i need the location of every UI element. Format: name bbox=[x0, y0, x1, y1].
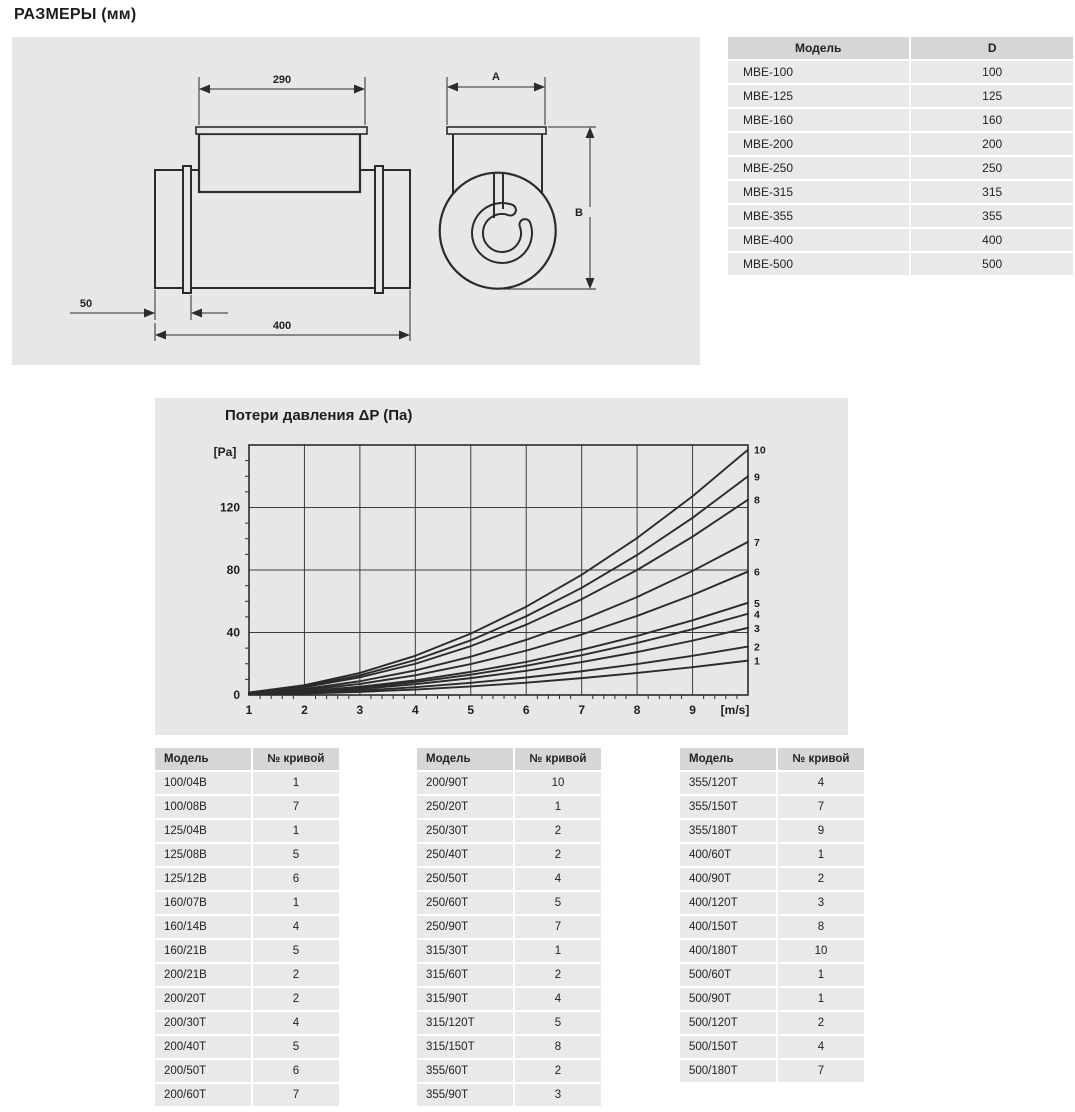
value-cell: 5 bbox=[253, 940, 339, 962]
table-row bbox=[728, 205, 1073, 227]
y-tick-label: 0 bbox=[233, 688, 240, 702]
value-cell: 1 bbox=[778, 964, 864, 986]
right-flange bbox=[375, 166, 383, 293]
value-cell: 5 bbox=[515, 892, 601, 914]
model-cell: 125/04В bbox=[155, 820, 251, 842]
column-header: Модель bbox=[155, 748, 251, 770]
model-cell: 355/60Т bbox=[417, 1060, 513, 1082]
model-cell: 500/150Т bbox=[680, 1036, 776, 1058]
dim-a-label: A bbox=[492, 71, 500, 83]
table-row bbox=[417, 844, 601, 866]
dim-b-label: B bbox=[575, 207, 583, 219]
value-cell: 7 bbox=[515, 916, 601, 938]
table-row bbox=[728, 157, 1073, 179]
model-cell: МВЕ-400 bbox=[728, 229, 909, 251]
model-cell: 160/14В bbox=[155, 916, 251, 938]
table-row bbox=[680, 820, 864, 842]
table-row bbox=[728, 85, 1073, 107]
table-row bbox=[680, 1012, 864, 1034]
table-row bbox=[155, 1036, 339, 1058]
model-cell: 250/30Т bbox=[417, 820, 513, 842]
value-cell: 1 bbox=[515, 796, 601, 818]
table-row bbox=[417, 940, 601, 962]
dim-50-label: 50 bbox=[79, 298, 93, 310]
value-cell: 7 bbox=[778, 796, 864, 818]
model-cell: 200/50Т bbox=[155, 1060, 251, 1082]
model-cell: 250/20Т bbox=[417, 796, 513, 818]
x-tick-label: 6 bbox=[522, 703, 530, 717]
model-cell: 400/180Т bbox=[680, 940, 776, 962]
model-cell: 355/150Т bbox=[680, 796, 776, 818]
value-cell: 4 bbox=[515, 988, 601, 1010]
end-box-lid bbox=[447, 127, 546, 134]
model-cell: 160/07В bbox=[155, 892, 251, 914]
y-tick-label: 40 bbox=[226, 625, 240, 640]
terminal-box-lid bbox=[196, 127, 367, 134]
curve-label-5: 5 bbox=[754, 597, 760, 610]
curve-9 bbox=[249, 476, 748, 693]
dim-290-label: 290 bbox=[272, 74, 292, 86]
table-row bbox=[155, 796, 339, 818]
value-cell: 5 bbox=[253, 844, 339, 866]
value-cell: 2 bbox=[253, 988, 339, 1010]
table-row bbox=[417, 796, 601, 818]
x-tick-label: 7 bbox=[578, 703, 586, 717]
page-title: РАЗМЕРЫ (мм) bbox=[14, 6, 137, 23]
value-cell: 1 bbox=[253, 772, 339, 794]
column-header: № кривой bbox=[253, 748, 339, 770]
model-cell: МВЕ-315 bbox=[728, 181, 909, 203]
table-row bbox=[417, 1084, 601, 1106]
x-tick-label: 2 bbox=[301, 703, 308, 717]
value-cell: 1 bbox=[515, 940, 601, 962]
table-row bbox=[728, 181, 1073, 203]
model-cell: МВЕ-125 bbox=[728, 85, 909, 107]
table-row bbox=[680, 892, 864, 914]
x-tick-label: 3 bbox=[356, 703, 364, 717]
value-cell: 315 bbox=[911, 181, 1073, 203]
model-cell: 400/120Т bbox=[680, 892, 776, 914]
model-cell: 355/180Т bbox=[680, 820, 776, 842]
table-row bbox=[155, 892, 339, 914]
table-row bbox=[417, 772, 601, 794]
model-cell: 200/30Т bbox=[155, 1012, 251, 1034]
pressure-loss-chart-panel bbox=[155, 398, 848, 735]
table-row bbox=[417, 868, 601, 890]
model-d-table bbox=[726, 35, 1075, 277]
curve-label-4: 4 bbox=[754, 608, 760, 621]
value-cell: 8 bbox=[515, 1036, 601, 1058]
value-cell: 7 bbox=[253, 1084, 339, 1106]
value-cell: 10 bbox=[515, 772, 601, 794]
value-cell: 3 bbox=[515, 1084, 601, 1106]
model-cell: 400/150Т bbox=[680, 916, 776, 938]
model-cell: 315/90Т bbox=[417, 988, 513, 1010]
value-cell: 6 bbox=[253, 868, 339, 890]
value-cell: 3 bbox=[778, 892, 864, 914]
value-cell: 10 bbox=[778, 940, 864, 962]
table-row bbox=[417, 1012, 601, 1034]
column-header: Модель bbox=[728, 37, 909, 59]
model-cell: 315/60Т bbox=[417, 964, 513, 986]
column-header: Модель bbox=[680, 748, 776, 770]
table-row bbox=[155, 772, 339, 794]
curve-8 bbox=[249, 500, 748, 693]
value-cell: 6 bbox=[253, 1060, 339, 1082]
model-cell: МВЕ-100 bbox=[728, 61, 909, 83]
table-row bbox=[155, 1012, 339, 1034]
value-cell: 2 bbox=[515, 1060, 601, 1082]
left-flange bbox=[183, 166, 191, 293]
table-row bbox=[728, 253, 1073, 275]
column-header: № кривой bbox=[515, 748, 601, 770]
y-tick-label: 120 bbox=[219, 500, 240, 515]
model-cell: 250/60Т bbox=[417, 892, 513, 914]
column-header: № кривой bbox=[778, 748, 864, 770]
chart-title: Потери давления ΔP (Па) bbox=[225, 407, 413, 424]
model-cell: МВЕ-355 bbox=[728, 205, 909, 227]
model-cell: МВЕ-250 bbox=[728, 157, 909, 179]
value-cell: 1 bbox=[253, 820, 339, 842]
y-axis-unit-label: [Pa] bbox=[213, 445, 237, 459]
value-cell: 125 bbox=[911, 85, 1073, 107]
value-cell: 2 bbox=[515, 964, 601, 986]
table-row bbox=[728, 133, 1073, 155]
curve-table-2 bbox=[415, 746, 603, 1108]
value-cell: 2 bbox=[253, 964, 339, 986]
curve-label-9: 9 bbox=[754, 471, 760, 484]
model-cell: 125/08В bbox=[155, 844, 251, 866]
model-cell: 500/90Т bbox=[680, 988, 776, 1010]
table-row bbox=[680, 868, 864, 890]
table-row bbox=[417, 1036, 601, 1058]
value-cell: 1 bbox=[253, 892, 339, 914]
table-row bbox=[728, 229, 1073, 251]
model-cell: 400/90Т bbox=[680, 868, 776, 890]
value-cell: 4 bbox=[253, 1012, 339, 1034]
column-header: D bbox=[911, 37, 1073, 59]
table-row bbox=[728, 61, 1073, 83]
model-cell: 500/180Т bbox=[680, 1060, 776, 1082]
value-cell: 4 bbox=[778, 772, 864, 794]
value-cell: 355 bbox=[911, 205, 1073, 227]
table-row bbox=[155, 868, 339, 890]
value-cell: 7 bbox=[778, 1060, 864, 1082]
curve-label-10: 10 bbox=[754, 444, 766, 457]
table-row bbox=[680, 988, 864, 1010]
table-row bbox=[155, 1084, 339, 1106]
curve-label-1: 1 bbox=[754, 655, 760, 668]
table-row bbox=[417, 1060, 601, 1082]
model-cell: 200/40Т bbox=[155, 1036, 251, 1058]
curve-label-7: 7 bbox=[754, 536, 760, 549]
value-cell: 4 bbox=[778, 1036, 864, 1058]
model-cell: 315/120Т bbox=[417, 1012, 513, 1034]
x-tick-label: 8 bbox=[633, 703, 641, 717]
model-cell: 250/50Т bbox=[417, 868, 513, 890]
model-cell: 125/12В bbox=[155, 868, 251, 890]
dimension-drawing-panel bbox=[12, 37, 700, 365]
table-row bbox=[417, 820, 601, 842]
curve-label-8: 8 bbox=[754, 494, 760, 507]
model-cell: 315/30Т bbox=[417, 940, 513, 962]
terminal-box bbox=[199, 134, 360, 192]
x-axis-unit-label: [m/s] bbox=[720, 703, 750, 717]
model-cell: 500/120Т bbox=[680, 1012, 776, 1034]
value-cell: 1 bbox=[778, 988, 864, 1010]
value-cell: 160 bbox=[911, 109, 1073, 131]
curve-10 bbox=[249, 450, 748, 693]
value-cell: 7 bbox=[253, 796, 339, 818]
curve-label-3: 3 bbox=[754, 622, 760, 635]
model-cell: МВЕ-160 bbox=[728, 109, 909, 131]
x-tick-label: 4 bbox=[411, 703, 419, 717]
table-row bbox=[155, 964, 339, 986]
table-row bbox=[155, 940, 339, 962]
table-row bbox=[680, 940, 864, 962]
x-tick-label: 5 bbox=[467, 703, 475, 717]
model-cell: 355/120Т bbox=[680, 772, 776, 794]
duct-circle bbox=[440, 173, 556, 289]
curve-label-6: 6 bbox=[754, 566, 760, 579]
model-cell: 250/90Т bbox=[417, 916, 513, 938]
model-cell: 400/60Т bbox=[680, 844, 776, 866]
value-cell: 200 bbox=[911, 133, 1073, 155]
table-row bbox=[417, 964, 601, 986]
dim-400-label: 400 bbox=[272, 320, 292, 332]
curve-table-3 bbox=[678, 746, 866, 1084]
value-cell: 5 bbox=[253, 1036, 339, 1058]
table-row bbox=[680, 796, 864, 818]
value-cell: 250 bbox=[911, 157, 1073, 179]
curve-table-1 bbox=[153, 746, 341, 1108]
model-cell: 200/90Т bbox=[417, 772, 513, 794]
value-cell: 4 bbox=[515, 868, 601, 890]
table-row bbox=[680, 772, 864, 794]
model-cell: 100/04В bbox=[155, 772, 251, 794]
table-row bbox=[680, 964, 864, 986]
x-tick-label: 1 bbox=[245, 703, 253, 717]
model-cell: 315/150Т bbox=[417, 1036, 513, 1058]
value-cell: 5 bbox=[515, 1012, 601, 1034]
model-cell: 100/08В bbox=[155, 796, 251, 818]
table-row bbox=[155, 844, 339, 866]
column-header: Модель bbox=[417, 748, 513, 770]
value-cell: 2 bbox=[778, 1012, 864, 1034]
table-row bbox=[155, 1060, 339, 1082]
model-cell: 355/90Т bbox=[417, 1084, 513, 1106]
table-row bbox=[417, 988, 601, 1010]
table-row bbox=[680, 1036, 864, 1058]
pressure-loss-chart bbox=[155, 398, 848, 735]
table-row bbox=[680, 916, 864, 938]
table-row bbox=[680, 1060, 864, 1082]
value-cell: 2 bbox=[515, 844, 601, 866]
model-cell: 200/60Т bbox=[155, 1084, 251, 1106]
dimension-drawing bbox=[12, 37, 700, 365]
table-row bbox=[155, 820, 339, 842]
value-cell: 100 bbox=[911, 61, 1073, 83]
value-cell: 400 bbox=[911, 229, 1073, 251]
model-cell: 200/20Т bbox=[155, 988, 251, 1010]
table-row bbox=[417, 916, 601, 938]
x-tick-label: 9 bbox=[689, 703, 696, 717]
model-cell: 160/21В bbox=[155, 940, 251, 962]
table-row bbox=[680, 844, 864, 866]
model-cell: МВЕ-200 bbox=[728, 133, 909, 155]
value-cell: 9 bbox=[778, 820, 864, 842]
y-tick-label: 80 bbox=[226, 563, 240, 577]
model-cell: 200/21В bbox=[155, 964, 251, 986]
model-cell: 250/40Т bbox=[417, 844, 513, 866]
value-cell: 4 bbox=[253, 916, 339, 938]
model-cell: 500/60Т bbox=[680, 964, 776, 986]
table-row bbox=[155, 916, 339, 938]
value-cell: 2 bbox=[515, 820, 601, 842]
value-cell: 2 bbox=[778, 868, 864, 890]
value-cell: 1 bbox=[778, 844, 864, 866]
table-row bbox=[155, 988, 339, 1010]
table-row bbox=[728, 109, 1073, 131]
value-cell: 8 bbox=[778, 916, 864, 938]
value-cell: 500 bbox=[911, 253, 1073, 275]
table-row bbox=[417, 892, 601, 914]
model-cell: МВЕ-500 bbox=[728, 253, 909, 275]
curve-label-2: 2 bbox=[754, 641, 760, 654]
